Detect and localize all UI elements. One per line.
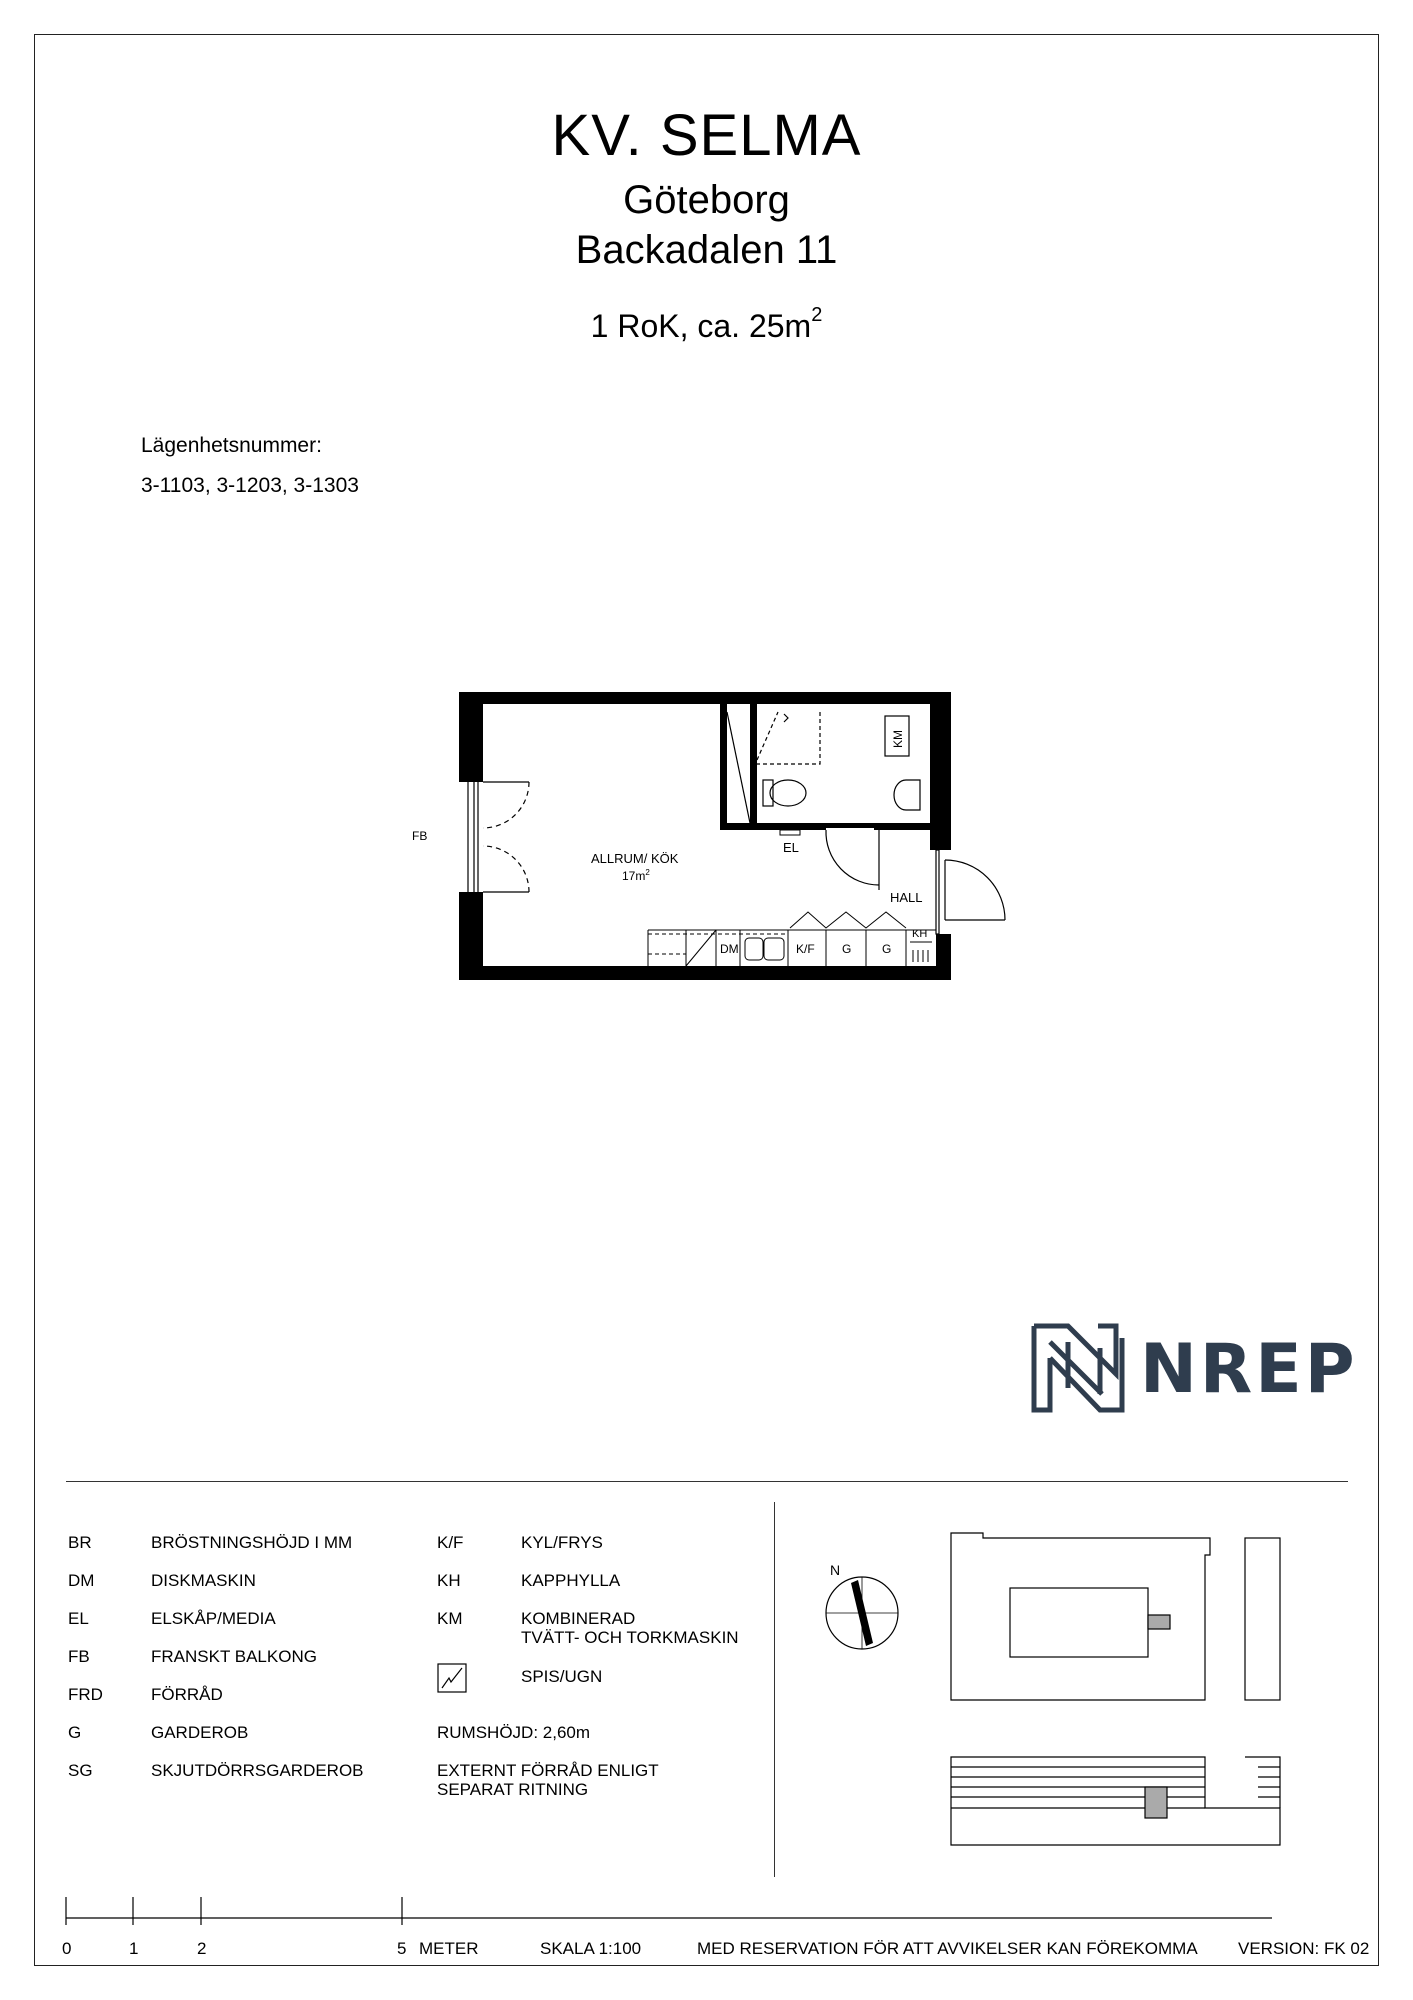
north-label: N <box>830 1562 841 1578</box>
legend-desc: SPIS/UGN <box>521 1667 603 1686</box>
legend-code: G <box>68 1723 82 1742</box>
shaft-line <box>727 712 750 823</box>
sink-left <box>745 938 763 960</box>
scale-tick-0: 0 <box>62 1939 72 1958</box>
ceiling-height-note: RUMSHÖJD: 2,60m <box>437 1723 591 1742</box>
scale-tick-1: 1 <box>129 1939 139 1958</box>
legend-code: SG <box>68 1761 93 1780</box>
legend-desc: ELSKÅP/MEDIA <box>151 1609 276 1628</box>
legend-desc: FÖRRÅD <box>151 1685 223 1704</box>
legend-code: FB <box>68 1647 90 1666</box>
kf-label: K/F <box>796 942 815 956</box>
legend-code: KH <box>437 1571 461 1590</box>
legend-desc: KAPPHYLLA <box>521 1571 621 1590</box>
legend-code: KM <box>437 1609 463 1628</box>
version-label: VERSION: FK 02 <box>1238 1939 1370 1958</box>
hall-wall <box>930 830 937 850</box>
legend-desc: FRANSKT BALKONG <box>151 1647 317 1666</box>
legend-code: K/F <box>437 1533 464 1552</box>
entrance-door <box>945 860 1005 920</box>
stove-icon <box>437 1663 467 1693</box>
legend-desc: KYL/FRYS <box>521 1533 603 1552</box>
legend-code: FRD <box>68 1685 103 1704</box>
north-arrow-icon <box>826 1577 898 1649</box>
fb-label: FB <box>412 829 428 843</box>
site-plan <box>820 1530 1300 1870</box>
project-title: KV. SELMA <box>551 103 862 168</box>
kh-label: KH <box>912 928 928 940</box>
bathroom-sink <box>894 780 920 810</box>
scale-unit: METER <box>419 1939 479 1958</box>
g-label-1: G <box>842 942 852 956</box>
city-name: Göteborg <box>623 178 790 222</box>
kitchen-counter <box>648 912 936 966</box>
storage-note-line2: SEPARAT RITNING <box>437 1780 589 1799</box>
legend-desc: GARDEROB <box>151 1723 249 1742</box>
legend-vertical-divider <box>774 1502 775 1877</box>
g-label-2: G <box>882 942 892 956</box>
scale-bar <box>60 1893 1280 1933</box>
bathroom-fixtures <box>757 712 920 810</box>
exterior-walls <box>459 692 951 980</box>
bathroom-door <box>826 830 879 890</box>
building-footprint <box>951 1533 1280 1700</box>
legend-code: EL <box>68 1609 89 1628</box>
room-area-superscript: 2 <box>645 868 650 877</box>
building-elevation <box>951 1757 1280 1845</box>
toilet-bowl <box>770 780 806 806</box>
room-name-label: ALLRUM/ KÖK <box>591 851 679 866</box>
apartment-size <box>0 304 1413 345</box>
nrep-logo-text: NREP <box>1140 1330 1358 1409</box>
legend-code: BR <box>68 1533 92 1552</box>
street-address: Backadalen 11 <box>575 228 838 272</box>
scale-tick-2: 2 <box>197 1939 207 1958</box>
storage-note-line1: EXTERNT FÖRRÅD ENLIGT <box>437 1761 659 1780</box>
entrance-frame <box>936 850 939 934</box>
bathroom-walls <box>720 704 932 830</box>
scale-tick-5: 5 <box>397 1939 407 1958</box>
legend-code: DM <box>68 1571 95 1590</box>
french-balcony <box>468 782 529 892</box>
room-area-value: 17m <box>622 869 646 883</box>
apartment-marker <box>1145 1787 1167 1818</box>
sink-right <box>764 938 784 960</box>
el-label: EL <box>783 840 799 855</box>
legend-desc: KOMBINERAD <box>521 1609 636 1628</box>
toilet-tank <box>763 780 773 806</box>
legend-desc: BRÖSTNINGSHÖJD I MM <box>151 1533 353 1552</box>
electric-cabinet <box>780 830 800 835</box>
reservation-note: MED RESERVATION FÖR ATT AVVIKELSER KAN FÖREKOMMA <box>697 1939 1198 1958</box>
apartment-size-superscript: 2 <box>811 304 823 326</box>
legend-desc: DISKMASKIN <box>151 1571 256 1590</box>
legend-desc-line2: TVÄTT- OCH TORKMASKIN <box>521 1628 739 1647</box>
km-label: KM <box>891 730 905 748</box>
legend-divider <box>66 1481 1348 1482</box>
stove-diagonal <box>686 930 716 966</box>
dm-label: DM <box>720 942 739 956</box>
hall-label: HALL <box>890 890 923 905</box>
legend-desc: SKJUTDÖRRSGARDEROB <box>151 1761 364 1780</box>
apartment-number-label: Lägenhetsnummer: <box>141 434 322 457</box>
apartment-size-text: 1 RoK, ca. 25m <box>590 308 812 344</box>
nrep-logo-icon <box>1028 1318 1128 1418</box>
room-area-label <box>622 868 650 883</box>
coat-rack <box>910 942 932 962</box>
apartment-number-list: 3-1103, 3-1203, 3-1303 <box>141 474 359 497</box>
floor-plan <box>400 680 1040 1000</box>
scale-ratio: SKALA 1:100 <box>540 1939 642 1958</box>
